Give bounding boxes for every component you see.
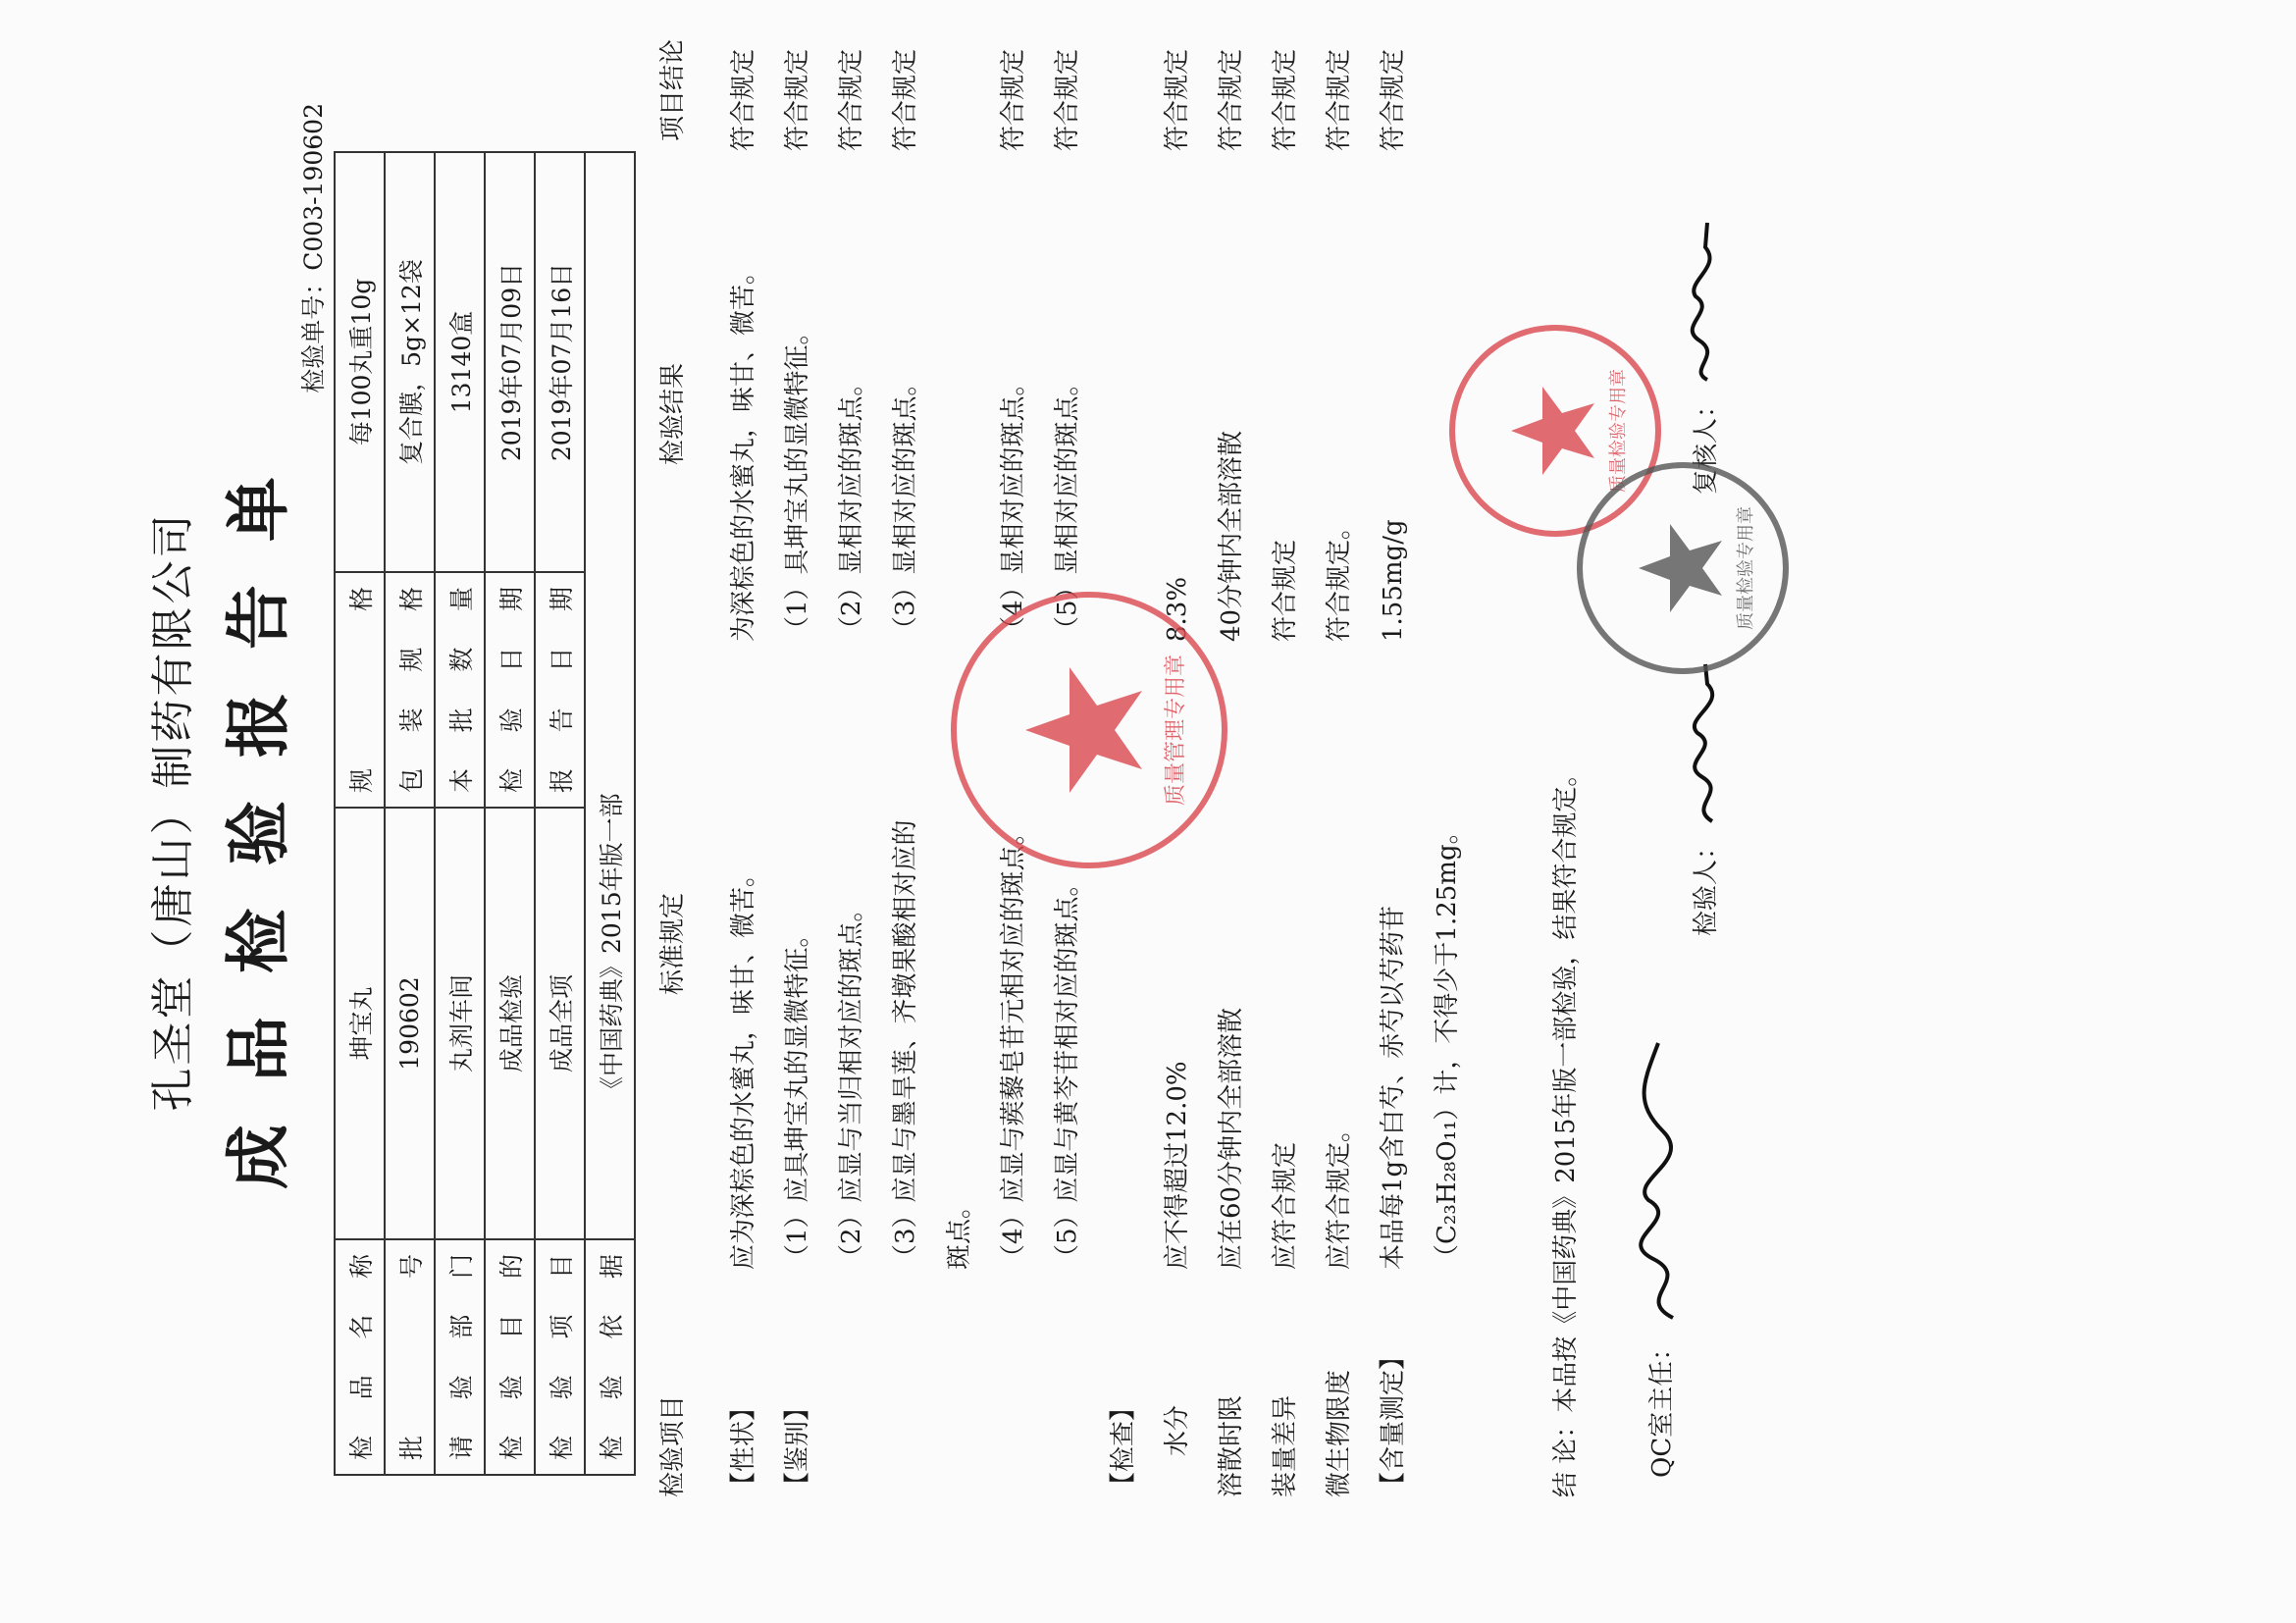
qc-director-label: QC室主任： [1647,1335,1677,1478]
value-batch-number: 190602 [385,808,435,1239]
label-test-items: 检验项目 [535,1239,585,1475]
value-report-date: 2019年07月16日 [535,152,585,572]
item-label: 【检查】 [1109,1394,1138,1497]
item-result: （3）显相对应的斑点。 [891,370,920,642]
item-label: 水分 [1163,1404,1192,1456]
item-result: （1）具坤宝丸的显微特征。 [783,319,812,642]
info-row-product [335,152,385,1475]
reviewer-signature [1678,218,1737,385]
item-result: 符合规定。 [1325,513,1354,642]
item-result: 为深棕色的水蜜丸，味甘、微苦。 [729,258,758,642]
info-row-purpose [485,152,535,1475]
item-label: 微生物限度 [1325,1369,1354,1497]
item-standard: （2）应显与当归相对应的斑点。 [837,896,866,1270]
label-basis: 检验依据 [585,1239,635,1475]
item-conclusion: 符合规定 [1379,48,1408,151]
item-label: 【性状】 [729,1394,758,1497]
item-conclusion: 符合规定 [783,48,812,151]
label-batch-quantity: 本批数量 [435,572,485,808]
item-result: 8.3% [1163,576,1192,642]
item-standard: 本品每1g含白芍、赤芍以芍药苷 [1379,905,1408,1270]
item-conclusion: 符合规定 [1325,48,1354,151]
item-standard: （C₂₃H₂₈O₁₁）计，不得少于1.25mg。 [1433,818,1462,1270]
item-conclusion: 符合规定 [837,48,866,151]
item-standard: 应符合规定 [1271,1141,1300,1270]
item-result: （2）显相对应的斑点。 [837,370,866,642]
svg-text:质量管理专用章: 质量管理专用章 [1164,654,1188,807]
label-product-name: 检品名称 [335,1239,385,1475]
item-result: （5）显相对应的斑点。 [1053,370,1082,642]
label-batch-number: 批号 [385,1239,435,1475]
item-standard: 应为深棕色的水蜜丸，味甘、微苦。 [729,861,758,1270]
item-conclusion: 符合规定 [1053,48,1082,151]
info-row-basis [585,152,635,1475]
item-label: 溶散时限 [1217,1394,1246,1497]
column-header-conclusion: 项目结论 [658,38,688,141]
quality-stamp-bottom-gray [1570,455,1796,681]
item-conclusion: 符合规定 [729,48,758,151]
column-header-item: 检验项目 [658,1394,688,1497]
report-conclusion: 结 论：本品按《中国药典》2015年版一部检验，结果符合规定。 [1551,760,1581,1497]
item-result: 符合规定 [1271,539,1300,642]
inspector-signature-block [1678,659,1737,936]
value-purpose: 成品检验 [485,808,535,1239]
qc-director-signature-block [1624,1033,1702,1478]
value-basis: 《中国药典》2015年版一部 [585,152,635,1239]
item-result: 40分钟内全部溶散 [1217,430,1246,642]
item-result: （4）显相对应的斑点。 [999,370,1028,642]
inspector-signature [1678,659,1737,826]
document-title: 成品检验报告单 [220,434,296,1189]
item-standard: 应符合规定。 [1325,1116,1354,1270]
value-inspection-date: 2019年07月09日 [485,152,535,572]
item-standard: 应在60分钟内全部溶散 [1217,1007,1246,1270]
document-number: 检验单号：C003-190602 [299,103,328,393]
value-test-items: 成品全项 [535,808,585,1239]
reviewer-signature-block [1678,218,1737,495]
item-label: 【含量测定】 [1379,1343,1408,1497]
qc-director-signature [1624,1033,1702,1328]
svg-text:质量检验专用章: 质量检验专用章 [1736,506,1756,630]
item-conclusion: 符合规定 [1217,48,1246,151]
label-packaging: 包装规格 [385,572,435,808]
item-conclusion: 符合规定 [999,48,1028,151]
item-standard: （3）应显与墨旱莲、齐墩果酸相对应的 [891,819,920,1270]
value-specification: 每100丸重10g [335,152,385,572]
info-row-items [535,152,585,1475]
reviewer-label: 复核人： [1692,392,1721,495]
item-label: 【鉴别】 [783,1394,812,1497]
value-department: 丸剂车间 [435,808,485,1239]
info-row-department [435,152,485,1475]
item-standard: （1）应具坤宝丸的显微特征。 [783,921,812,1270]
item-conclusion: 符合规定 [891,48,920,151]
value-product-name: 坤宝丸 [335,808,385,1239]
svg-text:质量检验专用章: 质量检验专用章 [1608,369,1629,493]
value-packaging: 复合膜，5g×12袋 [385,152,435,572]
item-standard: （4）应显与蒺藜皂苷元相对应的斑点。 [999,819,1028,1270]
column-header-standard: 标准规定 [658,892,688,995]
label-inspection-date: 检验日期 [485,572,535,808]
label-purpose: 检验目的 [485,1239,535,1475]
value-batch-quantity: 13140盒 [435,152,485,572]
label-report-date: 报告日期 [535,572,585,808]
item-label: 装量差异 [1271,1394,1300,1497]
item-standard: 应不得超过12.0% [1163,1061,1192,1270]
label-department: 请验部门 [435,1239,485,1475]
quality-stamp-center [942,583,1236,877]
item-result: 1.55mg/g [1379,519,1408,642]
item-standard: （5）应显与黄芩苷相对应的斑点。 [1053,870,1082,1270]
company-name: 孔圣堂（唐山）制药有限公司 [148,511,198,1112]
label-specification: 规格 [335,572,385,808]
column-header-result: 检验结果 [658,362,688,465]
inspector-label: 检验人： [1692,833,1721,936]
item-conclusion: 符合规定 [1271,48,1300,151]
product-info-table [334,151,636,1476]
item-conclusion: 符合规定 [1163,48,1192,151]
item-standard: 斑点。 [945,1192,974,1270]
info-row-batch [385,152,435,1475]
